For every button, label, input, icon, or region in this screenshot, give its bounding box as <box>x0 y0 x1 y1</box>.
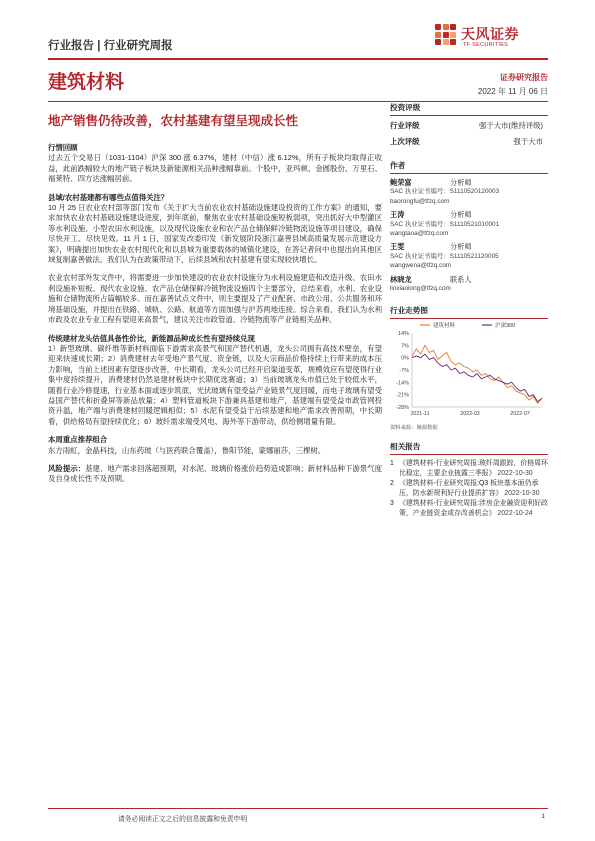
author-role: 分析师 <box>450 178 472 187</box>
y-tick-label: 14% <box>397 331 409 338</box>
risk-body: 基建、地产需求回落超预期，对水泥、玻璃价格涨价趋势造成影响；新材料品种下游景气度及自身成长性不及预期。 <box>48 463 382 484</box>
risk-label: 风险提示： <box>48 463 86 473</box>
related-report-number: 3 <box>390 500 394 508</box>
rural-paragraph-2: 农业农村部外发文件中，将需要进一步加快建设的农业农村设施分为水利设施建造和改造升级、农田水利设施补短板、现代农业设施、农产品仓储保鲜冷链物流设施四个主要部分，总结来看，水利、农业设施和仓储物流所占篇幅较多。而在嘉善试点文件中，则主要提及了产业配套、市政公用、公共服务和环境基础设施，并提出在铁路、城轨、公路、航道等方面加强与沪苏两地连接。综合来看，我们认为水利市政及农业专业工程有望迎来高景气，建议关注市政管道、冷链物流等产业链相关品种。 <box>48 273 382 325</box>
report-date: 2022 年 11 月 06 日 <box>477 87 548 96</box>
industry-trend-chart <box>390 319 548 419</box>
author-email[interactable]: wangtaoa@tfzq.com <box>390 230 449 238</box>
author-entry <box>390 210 548 238</box>
legend-label: 沪深300 <box>495 323 516 330</box>
rating-row <box>390 116 548 132</box>
rating-heading: 投资评级 <box>390 100 548 116</box>
related-list <box>390 459 548 519</box>
portfolio-body: 东方雨虹，金晶科技，山东药玻（与医药联合覆盖），鲁阳节能，蒙娜丽莎，三棵树。 <box>48 445 326 455</box>
author-email[interactable]: linxiaolong@tfzq.com <box>390 285 451 293</box>
related-report-title: 《建筑材料-行业研究周报:Q3 板块基本面仍承压，防水新规利好行业提质扩容》 <box>399 480 539 498</box>
author-entry <box>390 242 548 270</box>
author-entry <box>390 178 548 206</box>
series-line-building-materials <box>412 346 542 404</box>
authors-heading: 作者 <box>390 158 548 174</box>
report-type: 证券研究报告 <box>500 73 548 82</box>
chart-heading: 行业走势图 <box>390 303 548 319</box>
logo-square <box>450 39 456 45</box>
breadcrumb: 行业报告 | 行业研究周报 <box>48 40 173 52</box>
logo-square <box>435 39 441 45</box>
report-subtitle: 地产销售仍待改善，农村基建有望呈现成长性 <box>48 114 299 128</box>
related-report-title: 《建筑材料-行业研究周报:涉房企业融资迎利好政策，产业链资金或存改善机会》 <box>399 500 548 518</box>
sidebar <box>390 100 548 519</box>
rural-heading: 县域/农村基建都有哪些点值得关注？ <box>48 192 169 202</box>
y-tick-label: -14% <box>396 380 409 387</box>
author-name: 王雯 <box>390 242 405 252</box>
logo-square <box>443 39 449 45</box>
rating-value: 强于大市(维持评级) <box>478 121 543 130</box>
logo-square <box>435 24 441 30</box>
author-license: SAC 执业证书编号：S1110520120003 <box>390 188 500 196</box>
x-tick-label: 2022-07 <box>510 411 530 418</box>
related-heading: 相关报告 <box>390 439 548 455</box>
company-logo-text: 天风证券 <box>461 26 519 42</box>
header-divider <box>48 58 548 60</box>
footer-divider <box>48 808 548 809</box>
leaders-heading: 传统建材龙头估值具备性价比，新能源品种成长性有望持续兑现 <box>48 333 255 343</box>
author-license: SAC 执业证书编号：S1110521010001 <box>390 220 500 228</box>
page-number: 1 <box>541 813 545 820</box>
chart-source: 资料来源：聚源数据 <box>390 425 438 432</box>
x-tick-label: 2021-11 <box>410 411 430 418</box>
review-heading: 行情回顾 <box>48 143 78 152</box>
author-role: 分析师 <box>450 210 472 220</box>
rural-paragraph-1: 10 月 25 日农业农村部等部门发布《关于扩大当前农业农村基础设施建设投资的工作方案》的通知，要求加快农业农村基础设施建设进度，到年底前，聚焦农业农村基础设施短板弱项，突出抓好大中型灌区等水利设施、小型农田水利设施，以及现代设施农业和农产品仓储保鲜冷链物流设施等项目建设，确保尽快开工、尽快见效。11 月 1 日，国家发改委印发《新发展阶段浙江嘉善县域高质量发展示范建设方案》，明确提出加快农业农村现代化和以县城为重要载体的城镇化建设，在答记者问中也提出向其他区域复制嘉善做法。我们认为在政策带动下，后续县域和农村基建有望实现较快增长。 <box>48 203 382 265</box>
x-tick-label: 2022-03 <box>460 411 480 418</box>
logo-square <box>443 32 449 38</box>
related-report-title: 《建筑材料-行业研究周报:玻纤周跟踪，价格周环比稳定，主要企业披露三季报》 <box>399 460 548 478</box>
author-name: 鲍荣富 <box>390 178 412 187</box>
logo-square <box>443 24 449 30</box>
author-role: 联系人 <box>450 274 472 284</box>
related-report-date: 2022-10-24 <box>497 510 533 518</box>
author-name: 林晓龙 <box>390 274 412 284</box>
industry-title: 建筑材料 <box>48 72 125 93</box>
review-body: 过去五个交易日（1031-1104）沪深 300 涨 6.37%，建材（中信）涨 6.12%，所有子板块均取得正收益，此前跌幅较大的地产链子板块及新能源相关品种涨幅靠前。个股中，亚玛顿、金圆股份、万里石、福莱特、四方达涨幅居前。 <box>48 153 382 184</box>
author-email[interactable]: wangwena@tfzq.com <box>390 262 452 270</box>
y-tick-label: -7% <box>399 368 409 375</box>
rating-row <box>390 132 548 148</box>
logo-square <box>435 32 441 38</box>
author-role: 分析师 <box>450 242 472 252</box>
y-tick-label: 0% <box>401 356 409 363</box>
legend-label: 建筑材料 <box>433 323 456 330</box>
company-logo-icon <box>435 24 457 46</box>
logo-square <box>450 24 456 30</box>
company-logo-subtext: TF SECURITIES <box>463 42 509 48</box>
author-license: SAC 执业证书编号：S1110521120005 <box>390 252 499 260</box>
author-email[interactable]: baorongfu@tfzq.com <box>390 197 450 205</box>
logo-square <box>450 32 456 38</box>
rating-label: 上次评级 <box>390 137 420 146</box>
y-tick-label: 7% <box>401 343 409 350</box>
related-report-date: 2022-10-30 <box>504 490 540 498</box>
author-entry <box>390 275 548 294</box>
y-tick-label: -28% <box>396 405 409 412</box>
main-content <box>48 143 382 485</box>
related-report-item[interactable] <box>390 459 548 479</box>
related-report-number: 2 <box>390 480 394 488</box>
related-report-date: 2022-10-30 <box>497 470 533 478</box>
footer-disclaimer: 请务必阅读正文之后的信息披露和免责申明 <box>118 816 248 823</box>
related-report-item[interactable] <box>390 479 548 499</box>
risk-warning <box>48 464 382 485</box>
author-name: 王涛 <box>390 210 405 220</box>
portfolio-heading: 本周重点推荐组合 <box>48 435 108 445</box>
y-tick-label: -21% <box>396 393 409 400</box>
leaders-body: 1）新型玻璃、碳纤维等新材料面临下游需求高景气和国产替代机遇，龙头公司拥有高技术壁垒，有望迎来快速成长期；2）消费建材去年受地产景气度、资金链，以及大宗商品价格持续上行带来的成本压力影响，当前上述因素有望逐步改善，中长期看，龙头公司已经开启渠道变革，规模效应有望使得行业集中度持续提升，消费建材仍然是建材板块中长期优选赛道；3）当前玻璃龙头市值已处于较低水平，随着行业冷修提速，行业基本面或逐步筑底，光伏玻璃有望受益产业链景气度回暖，而电子玻璃有望受益国产替代和折叠屏等新品放量；4）塑料管道板块下游兼具基建和地产，基建端有望受益市政管网投资升温，地产端与消费建材回暖逻辑相似；5）水泥有望受益于后续基建和地产需求改善预期，中长期看，供给格局有望持续优化；6）玻纤需求端受风电、海外等下游带动，供给侧增量有限。 <box>48 343 382 426</box>
related-report-item[interactable] <box>390 499 548 519</box>
series-line-csi300 <box>412 355 542 403</box>
related-report-number: 1 <box>390 460 394 468</box>
rating-label: 行业评级 <box>390 121 420 130</box>
rating-value: 强于大市 <box>513 137 543 146</box>
